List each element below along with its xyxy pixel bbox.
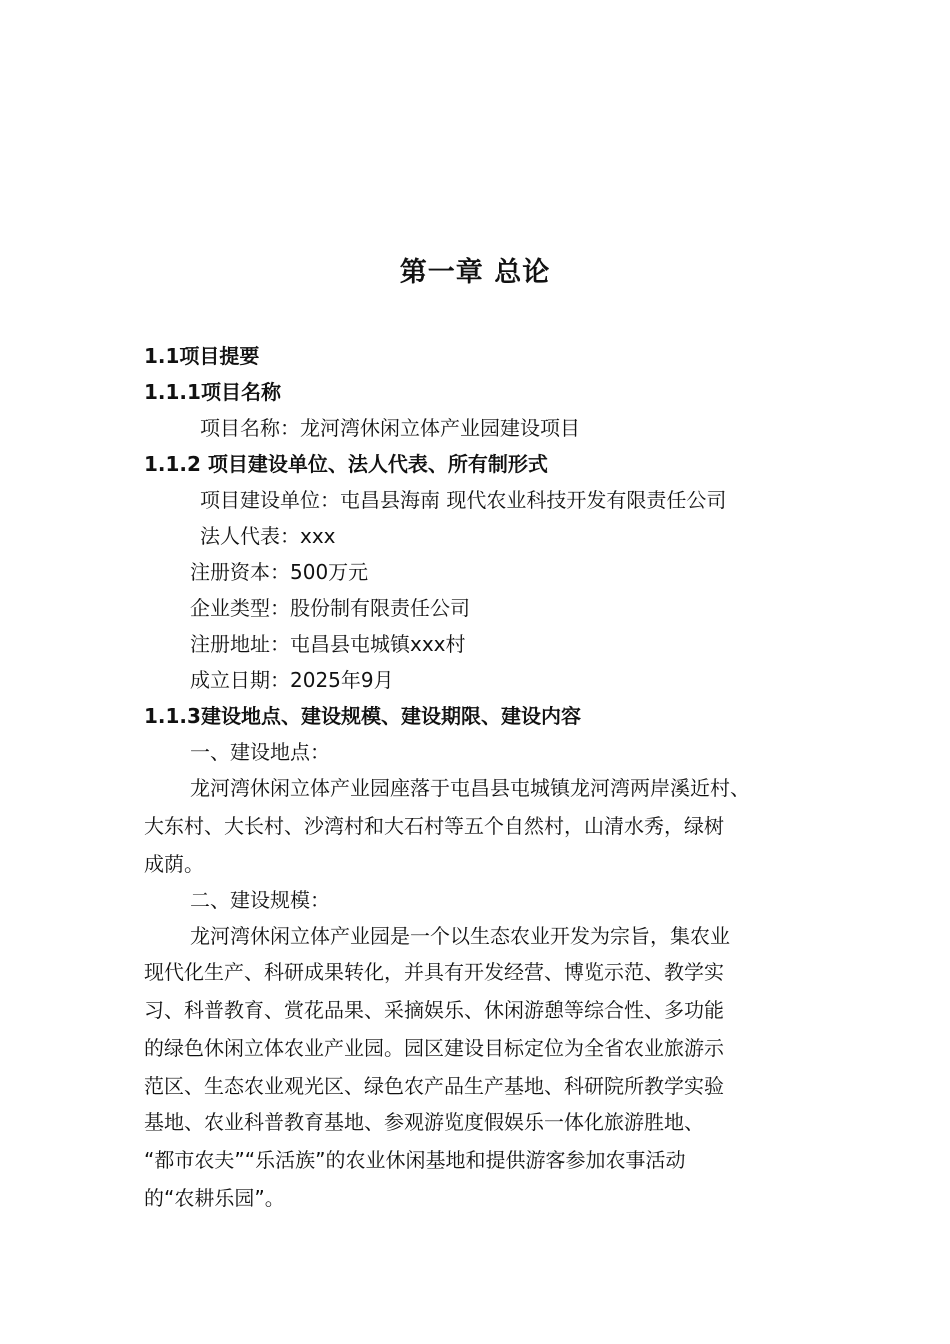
scale-paragraph-line: 的“农耕乐园”。 — [144, 1186, 285, 1210]
founded-line: 成立日期：2025年9月 — [190, 668, 394, 692]
location-paragraph-line: 龙河湾休闲立体产业园座落于屯昌县屯城镇龙河湾两岸溪近村、 — [190, 776, 750, 800]
project-name-line: 项目名称：龙河湾休闲立体产业园建设项目 — [200, 416, 580, 440]
scale-paragraph-line: 范区、生态农业观光区、绿色农产品生产基地、科研院所教学实验 — [144, 1074, 724, 1098]
section-1-1-2-heading: 1.1.2 项目建设单位、法人代表、所有制形式 — [144, 452, 548, 476]
location-paragraph-line: 成荫。 — [144, 852, 204, 876]
location-paragraph-line: 大东村、大长村、沙湾村和大石村等五个自然村，山清水秀，绿树 — [144, 814, 724, 838]
scale-heading: 二、建设规模： — [190, 888, 330, 912]
scale-paragraph-line: 龙河湾休闲立体产业园是一个以生态农业开发为宗旨，集农业 — [190, 924, 730, 948]
scale-paragraph-line: 基地、农业科普教育基地、参观游览度假娱乐一体化旅游胜地、 — [144, 1110, 704, 1134]
builder-line: 项目建设单位：屯昌县海南 现代农业科技开发有限责任公司 — [200, 488, 727, 512]
capital-line: 注册资本：500万元 — [190, 560, 369, 584]
scale-paragraph-line: 的绿色休闲立体农业产业园。园区建设目标定位为全省农业旅游示 — [144, 1036, 724, 1060]
location-heading: 一、建设地点： — [190, 740, 330, 764]
section-1-1-heading: 1.1项目提要 — [144, 344, 260, 368]
scale-paragraph-line: 习、科普教育、赏花品果、采摘娱乐、休闲游憩等综合性、多功能 — [144, 998, 724, 1022]
scale-paragraph-line: 现代化生产、科研成果转化，并具有开发经营、博览示范、教学实 — [144, 960, 724, 984]
section-1-1-3-heading: 1.1.3建设地点、建设规模、建设期限、建设内容 — [144, 704, 581, 728]
legal-rep-line: 法人代表：xxx — [200, 524, 336, 548]
section-1-1-1-heading: 1.1.1项目名称 — [144, 380, 281, 404]
scale-paragraph-line: “都市农夫”“乐活族”的农业休闲基地和提供游客参加农事活动 — [144, 1148, 686, 1172]
company-type-line: 企业类型：股份制有限责任公司 — [190, 596, 470, 620]
address-line: 注册地址：屯昌县屯城镇xxx村 — [190, 632, 466, 656]
chapter-title: 第一章 总论 — [399, 257, 551, 288]
